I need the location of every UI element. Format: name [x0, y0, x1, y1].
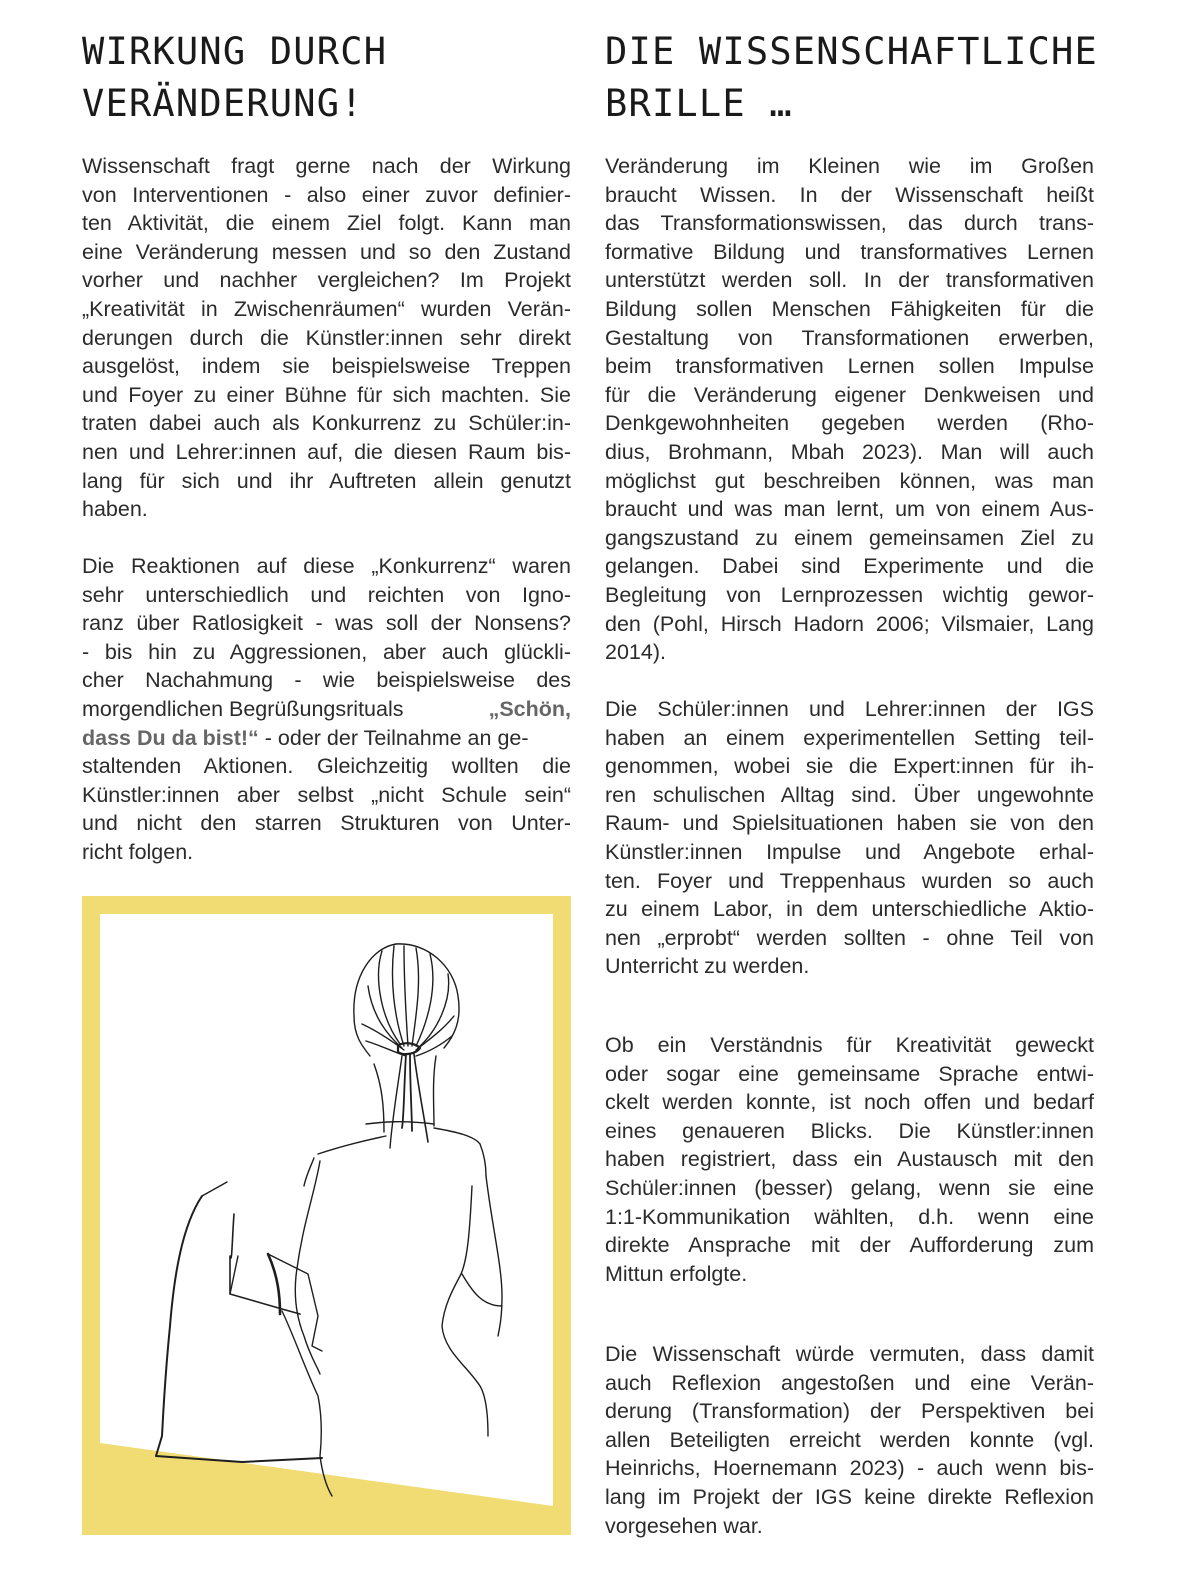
- right-paragraph-2: [605, 695, 1094, 981]
- right-paragraph-4: [605, 1340, 1094, 1540]
- text-line: ten Aktivität, die einem Ziel folgt. Kann man: [82, 211, 571, 236]
- text-line: Veränderung im Kleinen wie im Großen: [605, 154, 1094, 178]
- text-line: eines genaueren Blicks. Die Künstler:innen: [605, 1118, 1094, 1143]
- text-line: haben an einem experimentellen Setting teil-: [605, 725, 1094, 750]
- text-line: den (Pohl, Hirsch Hadorn 2006; Vilsmaier, Lang: [605, 611, 1094, 636]
- text-line: Heinrichs, Hoernemann 2023) - auch wenn bis-: [605, 1456, 1094, 1481]
- text-line: unterstützt werden soll. In der transformativen: [605, 268, 1094, 293]
- text-line: allen Beteiligten erreicht werden konnte (vgl.: [605, 1427, 1094, 1452]
- text-line: gelangen. Dabei sind Experimente und die: [605, 554, 1094, 579]
- left-paragraph-1: [82, 152, 571, 524]
- text-line: sehr unterschiedlich und reichten von Igno-: [82, 582, 571, 607]
- text-line: und nicht den starren Strukturen von Unter-: [82, 811, 571, 836]
- text-line: Raum- und Spielsituationen haben sie von den: [605, 811, 1094, 836]
- text-line: Denkgewohnheiten gegeben werden (Rho-: [605, 411, 1094, 436]
- text-line: ranz über Ratlosigkeit - was soll der Nonsens?: [82, 611, 571, 636]
- text-line: nen „erprobt“ werden sollten - ohne Teil von: [605, 925, 1094, 950]
- text-line: vorher und nachher vergleichen? Im Projekt: [82, 268, 571, 293]
- left-heading-line-2: VERÄNDERUNG!: [82, 82, 364, 125]
- text-line: auch Reflexion angestoßen und eine Verän-: [605, 1370, 1094, 1395]
- left-heading-line-1: WIRKUNG DURCH: [82, 30, 388, 73]
- text-line: Die Reaktionen auf diese „Konkurrenz“ waren: [82, 554, 571, 578]
- text-line: ren schulischen Alltag sind. Über ungewohnte: [605, 782, 1094, 807]
- text-line: braucht und was man lernt, um von einem Aus-: [605, 497, 1094, 522]
- text-line: ten. Foyer und Treppenhaus wurden so auch: [605, 868, 1094, 893]
- text-line: Wissenschaft fragt gerne nach der Wirkung: [82, 154, 571, 178]
- text-line: Schüler:innen (besser) gelang, wenn sie eine: [605, 1175, 1094, 1200]
- text-line: Bildung sollen Menschen Fähigkeiten für die: [605, 296, 1094, 321]
- text-line: nen und Lehrer:innen auf, die diesen Raum bis-: [82, 439, 571, 464]
- text-line: lang im Projekt der IGS keine direkte Reflexion: [605, 1484, 1094, 1509]
- text-line: direkte Ansprache mit der Aufforderung zum: [605, 1233, 1094, 1258]
- text-line: derungen durch die Künstler:innen sehr direkt: [82, 325, 571, 350]
- text-line: Künstler:innen aber selbst „nicht Schule sein“: [82, 782, 571, 807]
- text-line: ckelt werden konnte, ist noch offen und bedarf: [605, 1090, 1094, 1115]
- text-line: lang für sich und ihr Auftreten allein genutzt: [82, 468, 571, 493]
- text-line: möglichst gut beschreiben können, was man: [605, 468, 1094, 493]
- right-heading-line-1: DIE WISSENSCHAFTLICHE: [605, 30, 1098, 73]
- right-heading: [605, 26, 1098, 130]
- emphasis-quote: dass Du da bist!“: [82, 725, 259, 750]
- text-line: und Foyer zu einer Bühne für sich machten. Sie: [82, 382, 571, 407]
- text-line: „Kreativität in Zwischenräumen“ wurden Verän-: [82, 296, 571, 321]
- text-line: eine Veränderung messen und so den Zustand: [82, 239, 571, 264]
- text-fragment: - oder der Teilnahme an ge-: [258, 725, 529, 750]
- illustration-figure: [82, 896, 571, 1535]
- text-line: gangszustand zu einem gemeinsamen Ziel zu: [605, 525, 1094, 550]
- text-line: richt folgen.: [82, 839, 194, 864]
- text-line: von Interventionen - also einer zuvor definier-: [82, 182, 571, 207]
- text-line: 1:1-Kommunikation wählten, d.h. wenn eine: [605, 1204, 1094, 1229]
- text-line: dius, Brohmann, Mbah 2023). Man will auch: [605, 439, 1094, 464]
- text-line: genommen, wobei sie die Expert:innen für ih-: [605, 754, 1094, 779]
- person-from-behind-illustration: [82, 896, 571, 1535]
- white-panel: [100, 914, 553, 1506]
- text-line: haben registriert, dass ein Austausch mit den: [605, 1147, 1094, 1172]
- right-paragraph-1: [605, 152, 1094, 667]
- emphasis-quote: „Schön,: [488, 696, 571, 721]
- text-line: zu einem Labor, in dem unterschiedliche Aktio-: [605, 897, 1094, 922]
- text-line: - bis hin zu Aggressionen, aber auch glückli-: [82, 639, 571, 664]
- text-line: für die Veränderung eigener Denkweisen und: [605, 382, 1094, 407]
- text-line-with-emphasis: [82, 695, 571, 724]
- right-heading-line-2: BRILLE …: [605, 82, 793, 125]
- text-fragment: morgendlichen Begrüßungsrituals: [82, 696, 404, 721]
- text-line: cher Nachahmung - wie beispielsweise des: [82, 668, 571, 693]
- right-paragraph-3: [605, 1031, 1094, 1288]
- text-line: formative Bildung und transformatives Lernen: [605, 239, 1094, 264]
- left-paragraph-2: [82, 552, 571, 867]
- text-line: staltenden Aktionen. Gleichzeitig wollten die: [82, 754, 571, 779]
- text-line-with-emphasis: [82, 724, 571, 753]
- text-line: Mittun erfolgte.: [605, 1261, 748, 1286]
- text-line: vorgesehen war.: [605, 1513, 763, 1538]
- text-line: haben.: [82, 497, 148, 522]
- text-line: Gestaltung von Transformationen erwerben,: [605, 325, 1094, 350]
- text-line: braucht Wissen. In der Wissenschaft heißt: [605, 182, 1094, 207]
- text-line: das Transformationswissen, das durch trans-: [605, 211, 1094, 236]
- text-line: Begleitung von Lernprozessen wichtig gewor-: [605, 582, 1094, 607]
- text-line: oder sogar eine gemeinsame Sprache entwi-: [605, 1061, 1094, 1086]
- text-line: Die Wissenschaft würde vermuten, dass damit: [605, 1342, 1094, 1366]
- text-line: traten dabei auch als Konkurrenz zu Schüler:in-: [82, 411, 571, 436]
- text-line: Ob ein Verständnis für Kreativität geweckt: [605, 1033, 1094, 1057]
- text-line: Die Schüler:innen und Lehrer:innen der IGS: [605, 697, 1094, 721]
- left-heading: [82, 26, 387, 130]
- text-line: derung (Transformation) der Perspektiven bei: [605, 1399, 1094, 1424]
- text-line: 2014).: [605, 640, 666, 665]
- text-line: Künstler:innen Impulse und Angebote erhal-: [605, 839, 1094, 864]
- text-line: beim transformativen Lernen sollen Impulse: [605, 354, 1094, 379]
- text-line: Unterricht zu werden.: [605, 954, 810, 979]
- text-line: ausgelöst, indem sie beispielsweise Treppen: [82, 354, 571, 379]
